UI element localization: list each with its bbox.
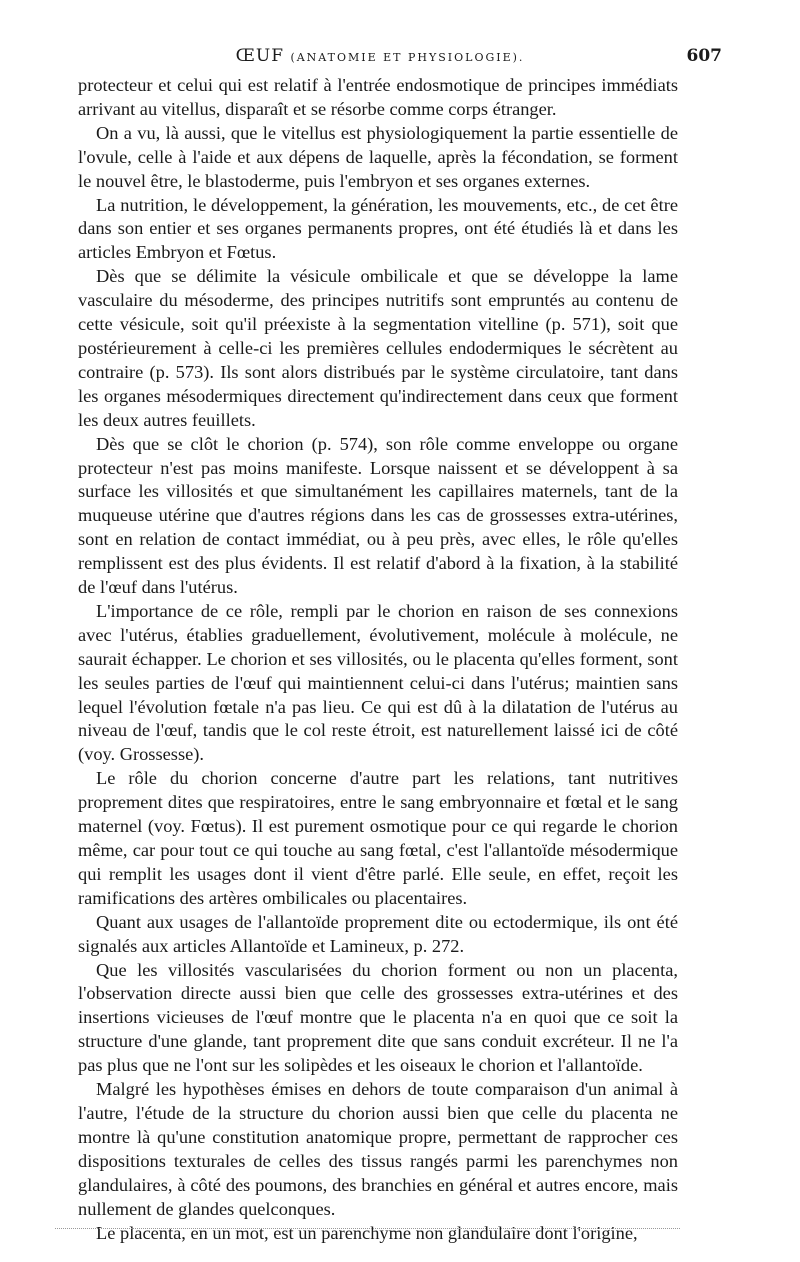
body-text bbox=[78, 74, 678, 1245]
page-number: 607 bbox=[686, 46, 722, 66]
paragraph: Dès que se clôt le chorion (p. 574), son rôle comme enveloppe ou organe protecteur n'est pas moins manifeste. Lorsque naissent et se développent à sa surface les villosités et que simultanément les capillaires maternels, tant de la muqueuse utérine que d'autres régions dans les cas de grossesses extra-utérines, sont en relation de contact immédiat, ou à peu près, avec elles, le rôle qu'elles remplissent est des plus évidents. Il est relatif d'abord à la fixation, à la stabilité de l'œuf dans l'utérus. bbox=[78, 433, 678, 598]
paragraph: Le placenta, en un mot, est un parenchyme non glandulaire dont l'origine, bbox=[96, 1222, 638, 1243]
paragraph: Malgré les hypothèses émises en dehors de toute comparaison d'un animal à l'autre, l'étude de la structure du chorion aussi bien que celle du placenta ne montre là qu'une constitution anatomique propre, permettant de rapprocher ces dispositions texturales de celles des tissus rangés parmi les parenchymes non glandulaires, à côté des poumons, des branchies en général et autres encore, mais nullement de glandes quelconques. bbox=[78, 1079, 678, 1219]
running-head-main: ŒUF bbox=[235, 46, 285, 66]
running-head bbox=[78, 46, 682, 66]
footer-rule bbox=[55, 1228, 680, 1229]
page-header bbox=[78, 44, 722, 72]
running-head-sub: (ANATOMIE ET PHYSIOLOGIE). bbox=[290, 51, 525, 64]
paragraph: Le rôle du chorion concerne d'autre part les relations, tant nutritives proprement dites que respiratoires, entre le sang embryonnaire et fœtal et le sang maternel (voy. Fœtus). Il est purement osmotique pour ce qui regarde le chorion même, car pour tout ce qui touche au sang fœtal, c'est l'allantoïde mésodermique qui remplit les usages dont il vient d'être parlé. Elle seule, en effet, reçoit les ramifications des artères ombilicales ou placentaires. bbox=[78, 768, 678, 908]
paragraph: On a vu, là aussi, que le vitellus est physiologiquement la partie essentielle de l'ovule, celle à l'aide et aux dépens de laquelle, après la fécondation, se forment le nouvel être, le blastoderme, puis l'embryon et ses organes externes. bbox=[78, 122, 678, 191]
paragraph: Que les villosités vascularisées du chorion forment ou non un placenta, l'observation directe aussi bien que celle des grossesses extra-utérines et des insertions vicieuses de l'œuf montre que le placenta n'a en quoi que ce soit la structure d'une glande, tant proprement dite que sans conduit excréteur. Il ne l'a pas plus que ne l'ont sur les solipèdes et les oiseaux le chorion et l'allantoïde. bbox=[78, 959, 678, 1076]
paragraph: Dès que se délimite la vésicule ombilicale et que se développe la lame vasculaire du mésoderme, des principes nutritifs sont empruntés au contenu de cette vésicule, soit qu'il préexiste à la segmentation vitelline (p. 571), soit que postérieurement à celle-ci les premières cellules endodermiques le sécrètent au contraire (p. 573). Ils sont alors distribués par le système circulatoire, tant dans les organes mésodermiques directement qu'indirectement dans ceux que forment les deux autres feuillets. bbox=[78, 266, 678, 430]
paragraph: Quant aux usages de l'allantoïde proprement dite ou ectodermique, ils ont été signalés aux articles Allantoïde et Lamineux, p. 272. bbox=[78, 911, 678, 956]
paragraph: La nutrition, le développement, la génération, les mouvements, etc., de cet être dans son entier et ses organes permanents propres, ont été étudiés là et dans les articles Embryon et Fœtus. bbox=[78, 194, 678, 263]
paragraph: L'importance de ce rôle, rempli par le chorion en raison de ses connexions avec l'utérus, établies graduellement, évolutivement, molécule à molécule, ne saurait échapper. Le chorion et ses villosités, ou le placenta qu'elles forment, sont les seules parties de l'œuf qui maintiennent celui-ci dans l'utérus; maintien sans lequel l'évolution fœtale n'a pas lieu. Ce qui est dû à la dilatation de l'utérus au niveau de l'œuf, tandis que le col reste étroit, est naturellement laissé ici de côté (voy. Grossesse). bbox=[78, 600, 678, 765]
paragraph: protecteur et celui qui est relatif à l'entrée endosmotique de principes immédiats arrivant au vitellus, disparaît et se résorbe comme corps étranger. bbox=[78, 75, 678, 119]
